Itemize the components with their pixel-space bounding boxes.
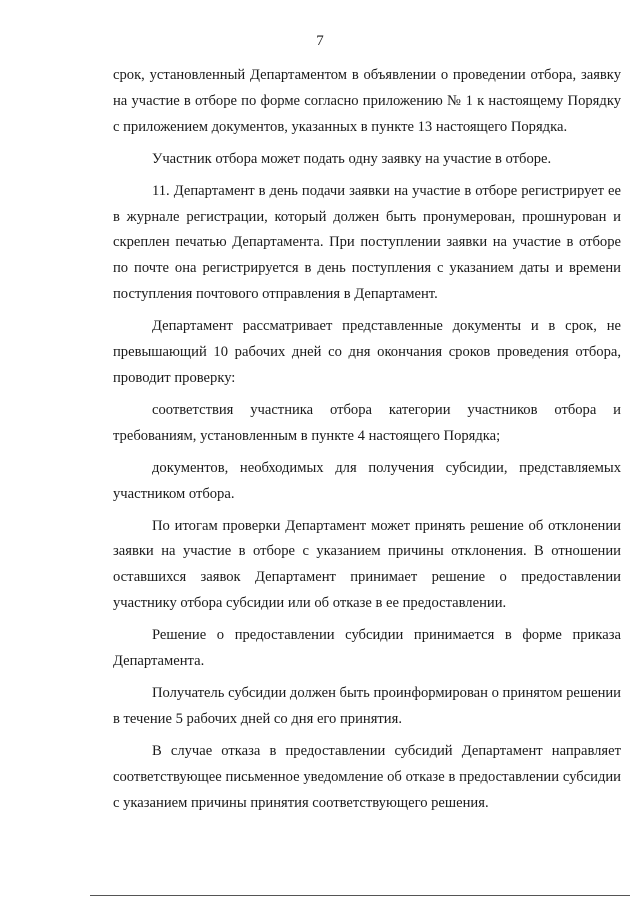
paragraph: Департамент рассматривает представленные документы и в срок, не превышающий 10 рабочих дней со дня окончания сроков проведения отбора, проводит проверку: (113, 318, 621, 386)
document-body (113, 63, 621, 822)
paragraph: По итогам проверки Департамент может принять решение об отклонении заявки на участие в отборе с указанием причины отклонения. В отношении оставшихся заявок Департамент принимает решение о предоставлении участнику отбора субсидии или об отказе в ее предоставлении. (113, 517, 621, 612)
paragraph: В случае отказа в предоставлении субсидий Департамент направляет соответствующее письменное уведомление об отказе в предоставлении субсидии с указанием причины принятия соответствующего решения. (113, 742, 621, 811)
paragraph-continuation: срок, установленный Департаментом в объявлении о проведении отбора, заявку на участие в отборе по форме согласно приложению № 1 к настоящему Порядку с приложением документов, указанных в пункте 13 настоящего Порядка. (113, 67, 621, 135)
page-number: 7 (316, 33, 324, 49)
paragraph: Решение о предоставлении субсидии принимается в форме приказа Департамента. (113, 627, 621, 670)
paragraph: документов, необходимых для получения субсидии, представляемых участником отбора. (113, 459, 621, 502)
bottom-rule (90, 895, 630, 896)
paragraph: соответствия участника отбора категории участников отбора и требованиям, установленным в пункте 4 настоящего Порядка; (113, 401, 621, 444)
paragraph: Получатель субсидии должен быть проинформирован о принятом решении в течение 5 рабочих дней со дня его принятия. (113, 684, 621, 727)
paragraph-item-11: 11. Департамент в день подачи заявки на участие в отборе регистрирует ее в журнале регистрации, который должен быть пронумерован, прошнурован и скреплен печатью Департамента. При поступлении заявки на участие в отборе по почте она регистрируется в день поступления с указанием даты и времени поступления почтового отправления в Департамент. (113, 182, 621, 303)
paragraph: Участник отбора может подать одну заявку на участие в отборе. (152, 150, 552, 167)
